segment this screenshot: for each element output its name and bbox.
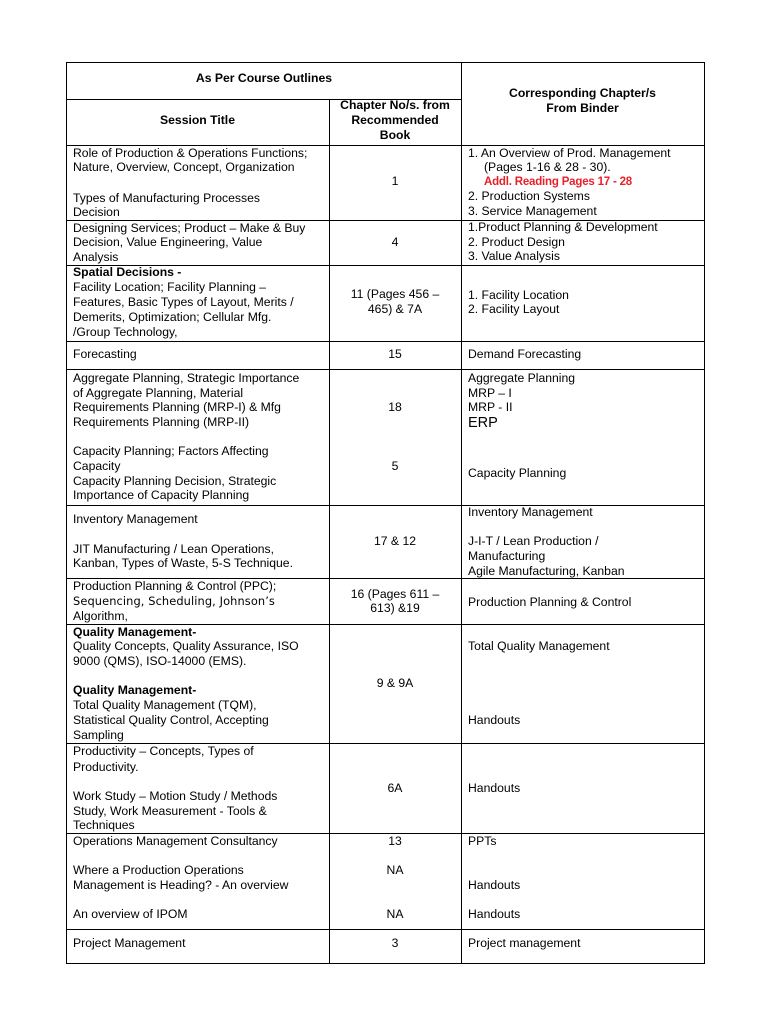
chapter-cell: 5 [391,459,399,473]
binder-text: 1. An Overview of Prod. Management [468,146,671,160]
session-text: /Group Technology, [73,325,178,339]
session-text: Decision, Value Engineering, Value [73,235,263,249]
chapter-cell: 613) &19 [370,601,420,615]
chapter-cell: 6A [387,781,403,795]
session-text: Management is Heading? - An overview [73,878,289,892]
chapter-cell: 11 (Pages 456 – [350,287,440,301]
additional-reading-note: Addl. Reading Pages 17 - 28 [484,176,632,188]
binder-text: Capacity Planning [468,466,567,480]
chapter-cell: 18 [388,400,402,414]
session-text: Demerits, Optimization; Cellular Mfg. [73,310,272,324]
session-text: An overview of IPOM [73,907,188,921]
chapter-cell: 3 [391,936,399,950]
binder-text: Manufacturing [468,549,546,563]
session-text: Productivity. [73,760,139,774]
session-text: Capacity [73,459,121,473]
binder-text: Handouts [468,781,521,795]
session-text: Requirements Planning (MRP-II) [73,415,250,429]
session-text: JIT Manufacturing / Lean Operations, [73,542,274,556]
chapter-cell: NA [386,907,404,921]
header-chapter-line3: Book [379,128,411,142]
chapter-cell: 13 [388,834,402,848]
session-text: Facility Location; Facility Planning – [73,280,267,294]
session-text: Nature, Overview, Concept, Organization [73,160,295,174]
binder-text: 3. Value Analysis [468,249,560,263]
binder-text: Handouts [468,878,521,892]
header-course-outlines: As Per Course Outlines [195,71,333,85]
session-text: 9000 (QMS), ISO-14000 (EMS). [73,654,247,668]
session-text: Algorithm, [73,609,128,623]
session-text: Techniques [73,818,135,832]
chapter-cell: 15 [388,347,402,361]
header-chapter-line2: Recommended [351,113,439,127]
session-text: Work Study – Motion Study / Methods [73,789,278,803]
session-text: Sequencing, Scheduling, Johnson’s [73,594,275,608]
session-text: Operations Management Consultancy [73,834,278,848]
session-text: Role of Production & Operations Functions; [73,146,308,160]
binder-text: 1.Product Planning & Development [468,220,658,234]
session-text: Decision [73,205,120,219]
session-text: of Aggregate Planning, Material [73,386,244,400]
header-binder-line1: Corresponding Chapter/s [509,86,656,100]
session-text: Capacity Planning; Factors Affecting [73,444,269,458]
session-text: Production Planning & Control (PPC); [73,579,277,593]
session-text: Capacity Planning Decision, Strategic [73,474,277,488]
chapter-cell: 4 [391,235,399,249]
session-heading: Quality Management- [73,683,197,697]
binder-text: Project management [468,936,581,950]
binder-text: ERP [468,415,498,431]
session-text: Requirements Planning (MRP-I) & Mfg [73,400,281,414]
session-text: Kanban, Types of Waste, 5-S Technique. [73,556,293,570]
binder-text: 2. Product Design [468,235,565,249]
session-text: Inventory Management [73,512,198,526]
binder-text: Handouts [468,907,521,921]
chapter-cell: 16 (Pages 611 – [350,587,440,601]
binder-text: MRP - II [468,400,513,414]
session-text: Types of Manufacturing Processes [73,191,260,205]
session-heading: Spatial Decisions - [73,265,182,279]
session-text: Where a Production Operations [73,863,244,877]
session-text: Quality Concepts, Quality Assurance, ISO [73,639,299,653]
chapter-cell: 465) & 7A [367,302,423,316]
session-text: Designing Services; Product – Make & Buy [73,221,306,235]
binder-text: Production Planning & Control [468,595,632,609]
binder-text: Total Quality Management [468,639,610,653]
binder-text: Handouts [468,713,521,727]
chapter-cell: NA [386,863,404,877]
binder-text: Inventory Management [468,505,593,519]
header-binder-line2: From Binder [546,101,619,115]
session-text: Analysis [73,250,119,264]
binder-text: MRP – I [468,386,512,400]
session-text: Sampling [73,728,124,742]
session-text: Productivity – Concepts, Types of [73,744,254,758]
session-text: Features, Basic Types of Layout, Merits / [73,295,294,309]
binder-text: Demand Forecasting [468,347,582,361]
session-text: Total Quality Management (TQM), [73,698,257,712]
binder-text: 2. Facility Layout [468,302,560,316]
chapter-cell: 17 & 12 [373,534,416,548]
binder-text: 1. Facility Location [468,288,569,302]
session-heading: Quality Management- [73,625,197,639]
chapter-cell: 9 & 9A [376,676,414,690]
header-chapter-line1: Chapter No/s. from [340,98,450,112]
session-text: Statistical Quality Control, Accepting [73,713,269,727]
binder-text: 3. Service Management [468,204,597,218]
binder-text: Aggregate Planning [468,371,576,385]
binder-text: J-I-T / Lean Production / [468,534,599,548]
binder-text: (Pages 1-16 & 28 - 30). [484,160,611,174]
header-session-title: Session Title [160,113,235,127]
binder-text: 2. Production Systems [468,189,590,203]
session-text: Study, Work Measurement - Tools & [73,804,267,818]
session-text: Aggregate Planning, Strategic Importance [73,371,300,385]
session-text: Importance of Capacity Planning [73,488,250,502]
chapter-cell: 1 [391,174,399,188]
binder-text: Agile Manufacturing, Kanban [468,564,625,578]
session-text: Project Management [73,936,186,950]
binder-text: PPTs [468,834,497,848]
session-text: Forecasting [73,347,137,361]
